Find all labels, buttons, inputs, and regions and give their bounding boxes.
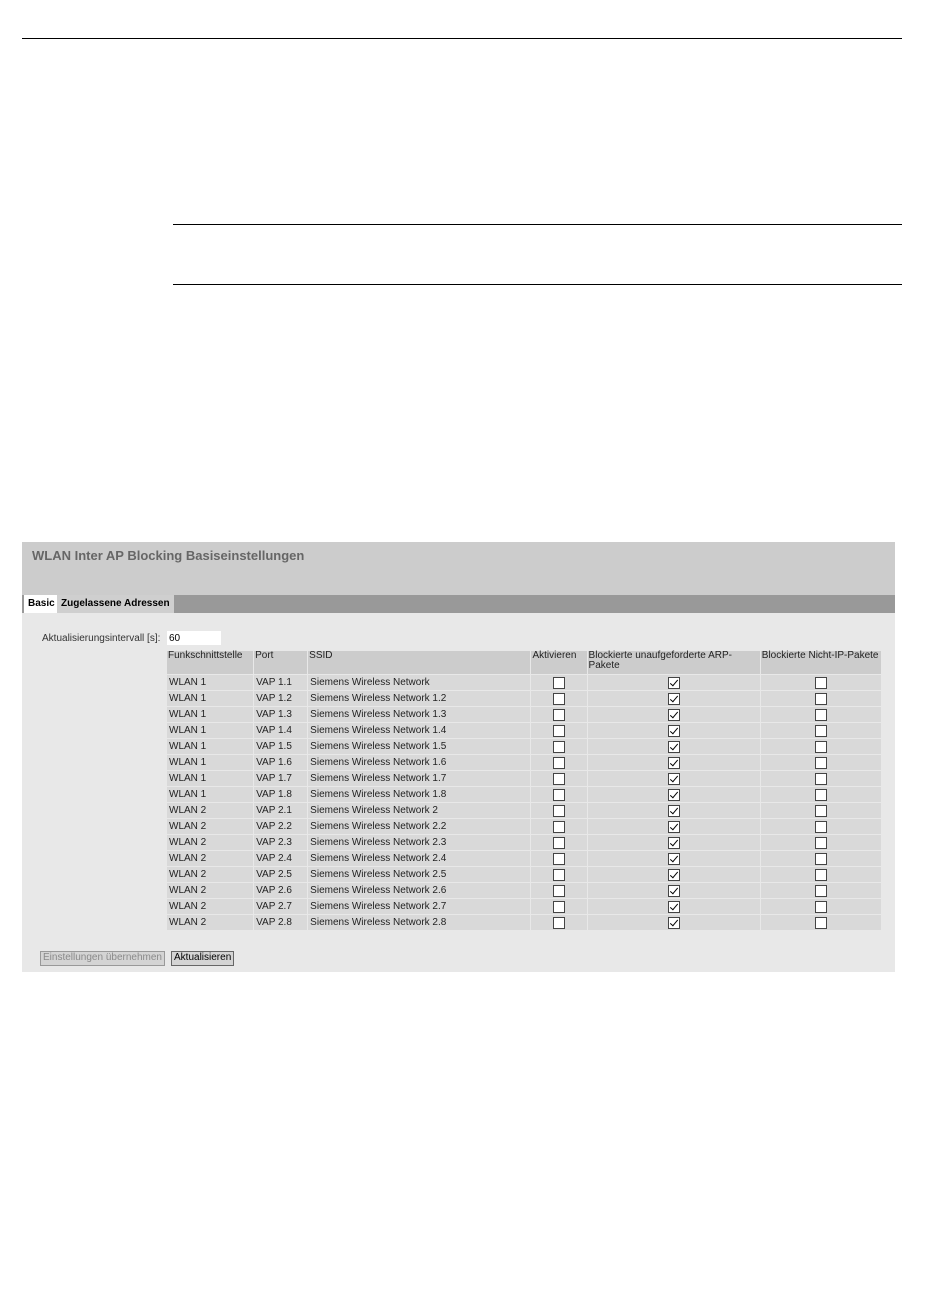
arp-block-checkbox[interactable]	[668, 869, 680, 881]
non-ip-block-checkbox[interactable]	[815, 821, 827, 833]
interface-cell: WLAN 2	[167, 851, 253, 866]
arp-block-checkbox[interactable]	[668, 837, 680, 849]
table-row	[167, 867, 881, 882]
non-ip-block-checkbox-cell	[761, 691, 881, 706]
non-ip-block-checkbox-cell	[761, 803, 881, 818]
table-row	[167, 723, 881, 738]
ssid-cell: Siemens Wireless Network 1.8	[308, 787, 530, 802]
port-cell: VAP 2.3	[254, 835, 307, 850]
activate-checkbox-cell	[531, 803, 586, 818]
table-row	[167, 787, 881, 802]
arp-block-checkbox[interactable]	[668, 709, 680, 721]
non-ip-block-checkbox[interactable]	[815, 677, 827, 689]
interface-cell: WLAN 1	[167, 755, 253, 770]
port-cell: VAP 1.8	[254, 787, 307, 802]
table-row	[167, 771, 881, 786]
arp-block-checkbox[interactable]	[668, 821, 680, 833]
settings-panel	[22, 613, 895, 972]
wlan-inter-ap-blocking-screenshot	[22, 542, 895, 972]
ssid-cell: Siemens Wireless Network 2.5	[308, 867, 530, 882]
activate-checkbox-cell	[531, 835, 586, 850]
ssid-cell: Siemens Wireless Network 2.3	[308, 835, 530, 850]
non-ip-block-checkbox-cell	[761, 739, 881, 754]
activate-checkbox-cell	[531, 755, 586, 770]
vap-table	[166, 650, 882, 931]
ssid-cell: Siemens Wireless Network 2.8	[308, 915, 530, 930]
non-ip-block-checkbox[interactable]	[815, 789, 827, 801]
non-ip-block-checkbox-cell	[761, 899, 881, 914]
activate-checkbox-cell	[531, 819, 586, 834]
activate-checkbox-cell	[531, 771, 586, 786]
table-row	[167, 675, 881, 690]
port-cell: VAP 2.2	[254, 819, 307, 834]
arp-block-checkbox-cell	[588, 835, 760, 850]
port-cell: VAP 1.2	[254, 691, 307, 706]
arp-block-checkbox-cell	[588, 723, 760, 738]
activate-checkbox[interactable]	[553, 837, 565, 849]
arp-block-checkbox[interactable]	[668, 917, 680, 929]
activate-checkbox-cell	[531, 899, 586, 914]
non-ip-block-checkbox[interactable]	[815, 869, 827, 881]
page-title: WLAN Inter AP Blocking Basiseinstellungen	[32, 548, 305, 563]
activate-checkbox[interactable]	[553, 789, 565, 801]
non-ip-block-checkbox-cell	[761, 851, 881, 866]
interface-cell: WLAN 1	[167, 739, 253, 754]
activate-checkbox[interactable]	[553, 757, 565, 769]
activate-checkbox[interactable]	[553, 709, 565, 721]
arp-block-checkbox-cell	[588, 899, 760, 914]
arp-block-checkbox[interactable]	[668, 805, 680, 817]
activate-checkbox[interactable]	[553, 853, 565, 865]
table-row	[167, 707, 881, 722]
arp-block-checkbox-cell	[588, 867, 760, 882]
arp-block-checkbox-cell	[588, 803, 760, 818]
interface-cell: WLAN 2	[167, 899, 253, 914]
activate-checkbox[interactable]	[553, 677, 565, 689]
activate-checkbox-cell	[531, 707, 586, 722]
arp-block-checkbox-cell	[588, 915, 760, 930]
arp-block-checkbox[interactable]	[668, 789, 680, 801]
non-ip-block-checkbox-cell	[761, 755, 881, 770]
non-ip-block-checkbox[interactable]	[815, 725, 827, 737]
non-ip-block-checkbox[interactable]	[815, 805, 827, 817]
table-row	[167, 883, 881, 898]
activate-checkbox[interactable]	[553, 773, 565, 785]
ssid-cell: Siemens Wireless Network 1.7	[308, 771, 530, 786]
activate-checkbox-cell	[531, 915, 586, 930]
column-header-ssid: SSID	[308, 651, 530, 674]
arp-block-checkbox[interactable]	[668, 693, 680, 705]
note-bottom-rule	[173, 284, 902, 285]
non-ip-block-checkbox-cell	[761, 675, 881, 690]
table-row	[167, 851, 881, 866]
activate-checkbox-cell	[531, 723, 586, 738]
arp-block-checkbox-cell	[588, 691, 760, 706]
non-ip-block-checkbox-cell	[761, 771, 881, 786]
activate-checkbox[interactable]	[553, 805, 565, 817]
arp-block-checkbox[interactable]	[668, 773, 680, 785]
ssid-cell: Siemens Wireless Network 1.5	[308, 739, 530, 754]
table-header-row	[167, 651, 881, 674]
non-ip-block-checkbox-cell	[761, 707, 881, 722]
activate-checkbox[interactable]	[553, 725, 565, 737]
non-ip-block-checkbox-cell	[761, 835, 881, 850]
interval-label: Aktualisierungsintervall [s]:	[42, 633, 161, 644]
port-cell: VAP 2.8	[254, 915, 307, 930]
non-ip-block-checkbox[interactable]	[815, 693, 827, 705]
interval-input[interactable]	[167, 631, 221, 645]
interface-cell: WLAN 2	[167, 803, 253, 818]
non-ip-block-checkbox-cell	[761, 819, 881, 834]
arp-block-checkbox[interactable]	[668, 741, 680, 753]
non-ip-block-checkbox[interactable]	[815, 853, 827, 865]
note-top-rule	[173, 224, 902, 225]
port-cell: VAP 1.3	[254, 707, 307, 722]
non-ip-block-checkbox[interactable]	[815, 885, 827, 897]
activate-checkbox-cell	[531, 691, 586, 706]
arp-block-checkbox-cell	[588, 739, 760, 754]
table-row	[167, 755, 881, 770]
column-header-port: Port	[254, 651, 307, 674]
port-cell: VAP 2.7	[254, 899, 307, 914]
interface-cell: WLAN 1	[167, 675, 253, 690]
interface-cell: WLAN 1	[167, 707, 253, 722]
activate-checkbox[interactable]	[553, 901, 565, 913]
port-cell: VAP 2.5	[254, 867, 307, 882]
interface-cell: WLAN 2	[167, 883, 253, 898]
table-row	[167, 819, 881, 834]
column-header-arp: Blockierte unaufgeforderte ARP-Pakete	[588, 651, 760, 674]
activate-checkbox-cell	[531, 787, 586, 802]
table-row	[167, 899, 881, 914]
non-ip-block-checkbox[interactable]	[815, 837, 827, 849]
arp-block-checkbox[interactable]	[668, 757, 680, 769]
activate-checkbox[interactable]	[553, 917, 565, 929]
column-header-aktivieren: Aktivieren	[531, 651, 586, 674]
port-cell: VAP 1.7	[254, 771, 307, 786]
activate-checkbox-cell	[531, 867, 586, 882]
arp-block-checkbox-cell	[588, 755, 760, 770]
refresh-button[interactable]: Aktualisieren	[171, 951, 234, 966]
ssid-cell: Siemens Wireless Network 2.2	[308, 819, 530, 834]
tab-zugelassene-adressen[interactable]: Zugelassene Adressen	[57, 595, 174, 613]
arp-block-checkbox[interactable]	[668, 677, 680, 689]
table-row	[167, 803, 881, 818]
activate-checkbox[interactable]	[553, 885, 565, 897]
non-ip-block-checkbox[interactable]	[815, 901, 827, 913]
non-ip-block-checkbox-cell	[761, 867, 881, 882]
arp-block-checkbox-cell	[588, 883, 760, 898]
apply-settings-button[interactable]: Einstellungen übernehmen	[40, 951, 165, 966]
port-cell: VAP 1.6	[254, 755, 307, 770]
arp-block-checkbox[interactable]	[668, 885, 680, 897]
non-ip-block-checkbox-cell	[761, 787, 881, 802]
port-cell: VAP 1.1	[254, 675, 307, 690]
table-row	[167, 691, 881, 706]
table-row	[167, 915, 881, 930]
non-ip-block-checkbox[interactable]	[815, 773, 827, 785]
interface-cell: WLAN 2	[167, 835, 253, 850]
interface-cell: WLAN 1	[167, 787, 253, 802]
activate-checkbox[interactable]	[553, 869, 565, 881]
activate-checkbox-cell	[531, 675, 586, 690]
interface-cell: WLAN 2	[167, 819, 253, 834]
non-ip-block-checkbox-cell	[761, 915, 881, 930]
ssid-cell: Siemens Wireless Network 2.7	[308, 899, 530, 914]
ssid-cell: Siemens Wireless Network 1.6	[308, 755, 530, 770]
arp-block-checkbox[interactable]	[668, 901, 680, 913]
interface-cell: WLAN 1	[167, 691, 253, 706]
arp-block-checkbox[interactable]	[668, 725, 680, 737]
non-ip-block-checkbox-cell	[761, 723, 881, 738]
column-header-nicht-ip: Blockierte Nicht-IP-Pakete	[761, 651, 881, 674]
table-row	[167, 835, 881, 850]
ssid-cell: Siemens Wireless Network 1.3	[308, 707, 530, 722]
arp-block-checkbox-cell	[588, 675, 760, 690]
non-ip-block-checkbox[interactable]	[815, 709, 827, 721]
activate-checkbox-cell	[531, 851, 586, 866]
port-cell: VAP 1.4	[254, 723, 307, 738]
arp-block-checkbox-cell	[588, 851, 760, 866]
ssid-cell: Siemens Wireless Network 2.6	[308, 883, 530, 898]
activate-checkbox-cell	[531, 883, 586, 898]
non-ip-block-checkbox[interactable]	[815, 917, 827, 929]
arp-block-checkbox-cell	[588, 707, 760, 722]
document-top-rule	[22, 38, 902, 39]
activate-checkbox[interactable]	[553, 741, 565, 753]
port-cell: VAP 1.5	[254, 739, 307, 754]
page-header	[22, 542, 895, 595]
ssid-cell: Siemens Wireless Network 1.2	[308, 691, 530, 706]
interface-cell: WLAN 1	[167, 771, 253, 786]
arp-block-checkbox-cell	[588, 771, 760, 786]
ssid-cell: Siemens Wireless Network 2.4	[308, 851, 530, 866]
activate-checkbox[interactable]	[553, 821, 565, 833]
non-ip-block-checkbox[interactable]	[815, 741, 827, 753]
non-ip-block-checkbox-cell	[761, 883, 881, 898]
port-cell: VAP 2.4	[254, 851, 307, 866]
activate-checkbox-cell	[531, 739, 586, 754]
port-cell: VAP 2.6	[254, 883, 307, 898]
table-row	[167, 739, 881, 754]
port-cell: VAP 2.1	[254, 803, 307, 818]
interface-cell: WLAN 2	[167, 867, 253, 882]
arp-block-checkbox-cell	[588, 787, 760, 802]
ssid-cell: Siemens Wireless Network 2	[308, 803, 530, 818]
arp-block-checkbox-cell	[588, 819, 760, 834]
activate-checkbox[interactable]	[553, 693, 565, 705]
ssid-cell: Siemens Wireless Network 1.4	[308, 723, 530, 738]
tab-basic[interactable]: Basic	[24, 595, 57, 613]
column-header-funkschnittstelle: Funkschnittstelle	[167, 651, 253, 674]
interface-cell: WLAN 2	[167, 915, 253, 930]
interface-cell: WLAN 1	[167, 723, 253, 738]
ssid-cell: Siemens Wireless Network	[308, 675, 530, 690]
tab-bar	[22, 595, 895, 613]
arp-block-checkbox[interactable]	[668, 853, 680, 865]
non-ip-block-checkbox[interactable]	[815, 757, 827, 769]
